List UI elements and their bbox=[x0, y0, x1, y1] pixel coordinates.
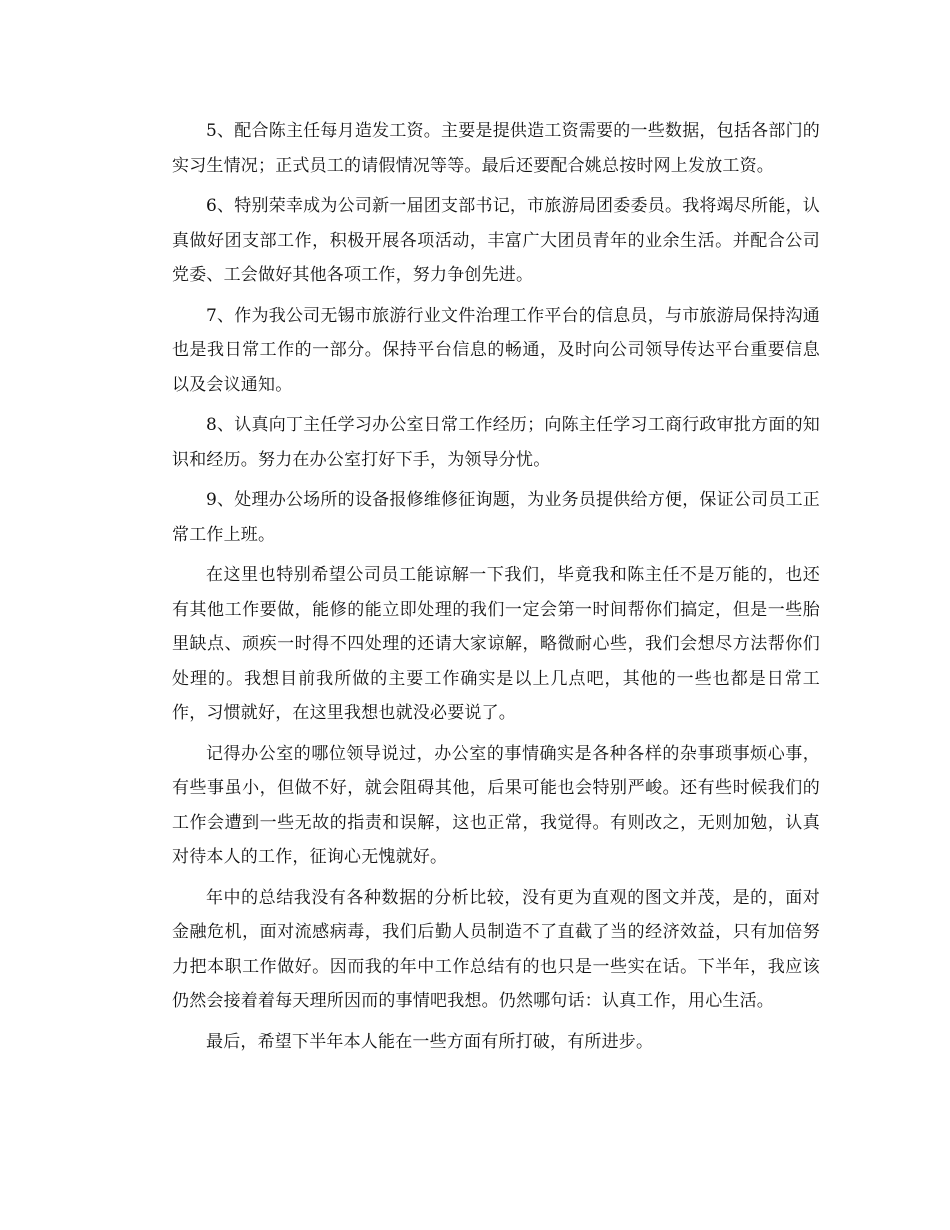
paragraph-item-9: 9、处理办公场所的设备报修维修征询题，为业务员提供给方便，保证公司员工正常工作上班。 bbox=[172, 490, 820, 545]
paragraph-midyear-summary: 年中的总结我没有各种数据的分析比较，没有更为直观的图文并茂，是的，面对金融危机，面对流感病毒，我们后勤人员制造不了直截了当的经济效益，只有加倍努力把本职工作做好。因而我的年中工作总结有的也只是一些实在话。下半年，我应该仍然会接着着每天理所因而的事情吧我想。仍然哪句话：认真工作，用心生活。 bbox=[172, 887, 820, 1011]
paragraph-item-6: 6、特别荣幸成为公司新一届团支部书记，市旅游局团委委员。我将竭尽所能，认真做好团支部工作，积极开展各项活动，丰富广大团员青年的业余生活。并配合公司党委、工会做好其他各项工作，努力争创先进。 bbox=[172, 196, 820, 285]
paragraph-closing: 最后，希望下半年本人能在一些方面有所打破，有所进步。 bbox=[206, 1031, 654, 1052]
paragraph-apology: 在这里也特别希望公司员工能谅解一下我们，毕竟我和陈主任不是万能的，也还有其他工作要做，能修的能立即处理的我们一定会第一时间帮你们搞定，但是一些胎里缺点、顽疾一时得不四处理的还请大家谅解，略微耐心些，我们会想尽方法帮你们处理的。我想目前我所做的主要工作确实是以上几点吧，其他的一些也都是日常工作，习惯就好，在这里我想也就没必要说了。 bbox=[172, 565, 820, 723]
paragraph-item-8: 8、认真向丁主任学习办公室日常工作经历；向陈主任学习工商行政审批方面的知识和经历。努力在办公室打好下手，为领导分忧。 bbox=[172, 415, 820, 470]
paragraph-item-5: 5、配合陈主任每月造发工资。主要是提供造工资需要的一些数据，包括各部门的实习生情况；正式员工的请假情况等等。最后还要配合姚总按时网上发放工资。 bbox=[172, 121, 820, 176]
paragraph-office-work: 记得办公室的哪位领导说过，办公室的事情确实是各种各样的杂事琐事烦心事，有些事虽小，但做不好，就会阻碍其他，后果可能也会特别严峻。还有些时候我们的工作会遭到一些无故的指责和误解，这也正常，我觉得。有则改之，无则加勉，认真对待本人的工作，征询心无愧就好。 bbox=[172, 743, 820, 867]
paragraph-item-7: 7、作为我公司无锡市旅游行业文件治理工作平台的信息员，与市旅游局保持沟通也是我日常工作的一部分。保持平台信息的畅通，及时向公司领导传达平台重要信息以及会议通知。 bbox=[172, 305, 820, 395]
